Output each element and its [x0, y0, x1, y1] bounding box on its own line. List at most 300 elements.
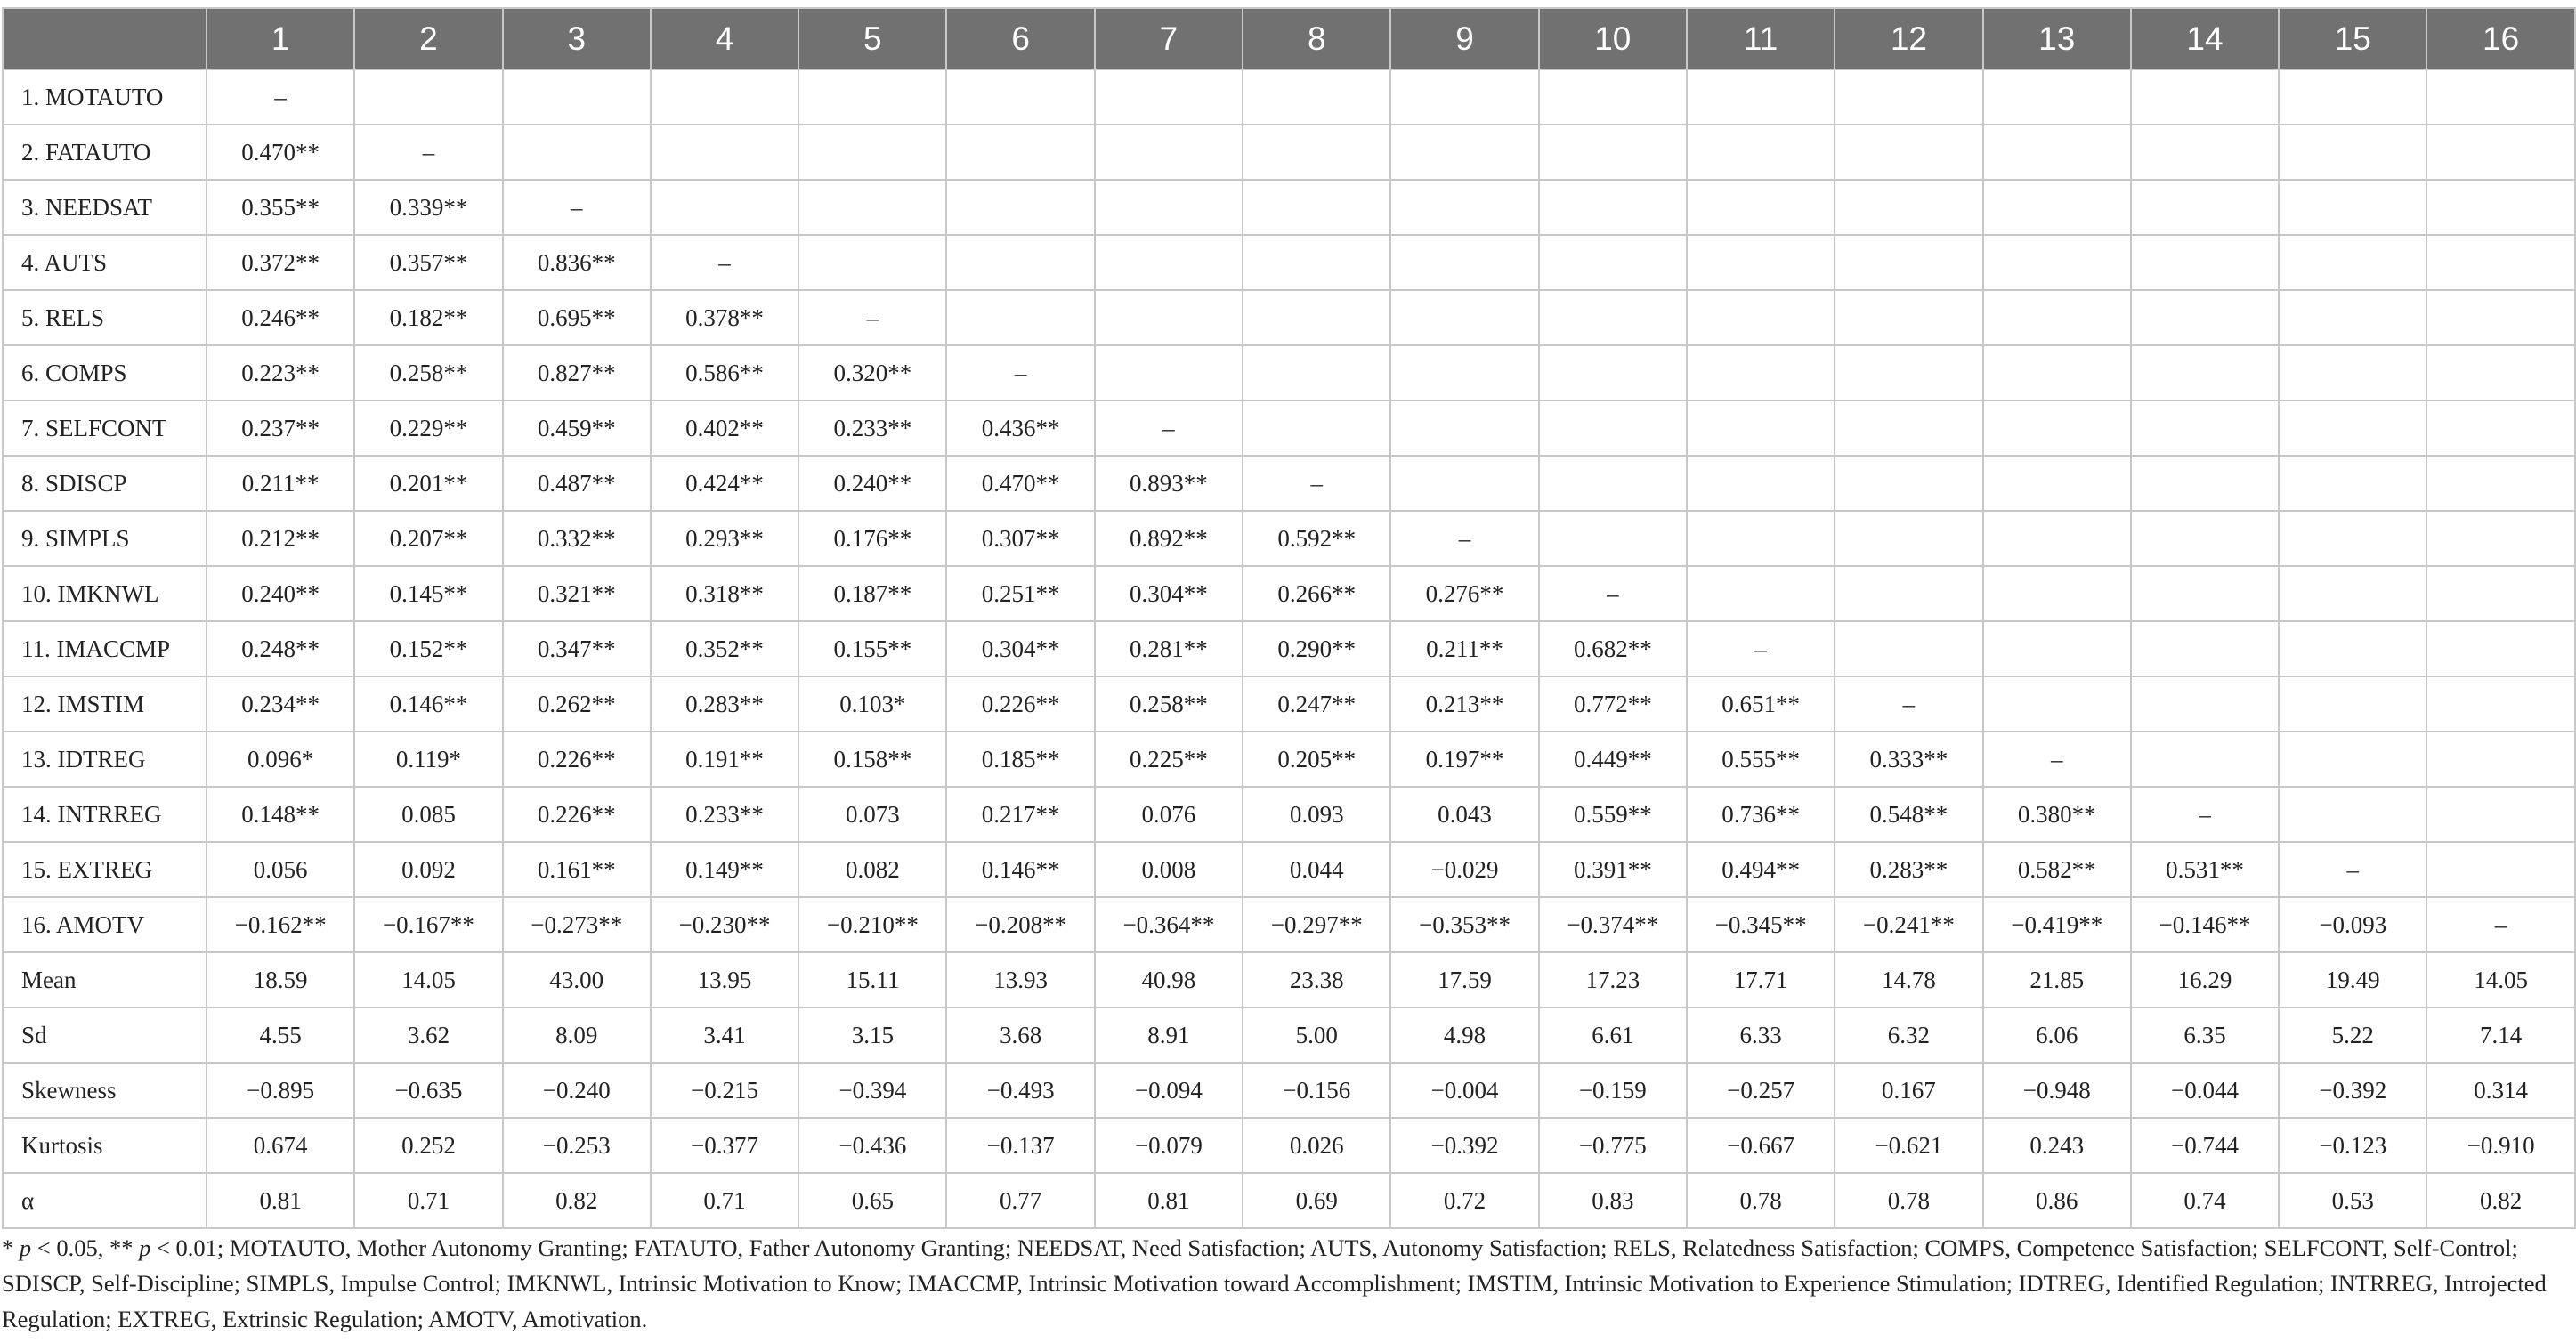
table-cell: 0.226**: [503, 732, 651, 787]
table-cell: −0.273**: [503, 897, 651, 952]
column-header-15: 15: [2279, 8, 2426, 69]
table-cell: 14.05: [2426, 952, 2574, 1007]
table-cell: [1390, 456, 1538, 511]
table-cell: 4.55: [207, 1007, 354, 1063]
table-row: [3, 566, 2575, 621]
table-cell: 5.00: [1243, 1007, 1390, 1063]
table-cell: [1835, 400, 1982, 456]
table-cell: 0.187**: [798, 566, 946, 621]
table-cell: [2131, 511, 2279, 566]
table-cell: 0.83: [1539, 1173, 1687, 1228]
table-cell: 0.251**: [946, 566, 1094, 621]
table-cell: [2426, 676, 2574, 732]
table-cell: 0.276**: [1390, 566, 1538, 621]
table-cell: [1835, 180, 1982, 235]
table-footnote: [2, 1230, 2565, 1337]
column-header-3: 3: [503, 8, 651, 69]
table-cell: [946, 290, 1094, 345]
table-header: [3, 8, 2575, 69]
table-cell: [1243, 400, 1390, 456]
table-cell: [1983, 290, 2131, 345]
table-cell: [1835, 456, 1982, 511]
table-cell: 18.59: [207, 952, 354, 1007]
table-cell: 0.223**: [207, 345, 354, 400]
row-label: α: [3, 1173, 207, 1228]
table-cell: 0.043: [1390, 787, 1538, 842]
table-cell: 0.380**: [1983, 787, 2131, 842]
table-cell: [503, 125, 651, 180]
table-cell: −0.093: [2279, 897, 2426, 952]
table-cell: −0.297**: [1243, 897, 1390, 952]
table-cell: 0.148**: [207, 787, 354, 842]
header-corner-cell: [3, 8, 207, 69]
table-cell: [1687, 456, 1835, 511]
column-header-6: 6: [946, 8, 1094, 69]
table-cell: 0.281**: [1095, 621, 1243, 676]
table-cell: [2131, 566, 2279, 621]
table-cell: 0.314: [2426, 1063, 2574, 1118]
column-header-12: 12: [1835, 8, 1982, 69]
table-cell: −0.240: [503, 1063, 651, 1118]
column-header-2: 2: [354, 8, 502, 69]
table-cell: [2426, 566, 2574, 621]
table-cell: −0.253: [503, 1118, 651, 1173]
correlation-table: [2, 7, 2576, 1229]
table-cell: −0.744: [2131, 1118, 2279, 1173]
table-cell: −0.044: [2131, 1063, 2279, 1118]
row-label: 8. SDISCP: [3, 456, 207, 511]
table-cell: 0.191**: [651, 732, 798, 787]
table-cell: 0.152**: [354, 621, 502, 676]
table-row: [3, 787, 2575, 842]
table-cell: 0.266**: [1243, 566, 1390, 621]
table-cell: [1243, 125, 1390, 180]
table-cell: 0.69: [1243, 1173, 1390, 1228]
table-cell: 0.582**: [1983, 842, 2131, 897]
table-cell: 0.149**: [651, 842, 798, 897]
table-cell: [1390, 125, 1538, 180]
table-cell: −0.392: [2279, 1063, 2426, 1118]
table-cell: 0.494**: [1687, 842, 1835, 897]
table-cell: –: [1835, 676, 1982, 732]
table-cell: [1983, 180, 2131, 235]
column-header-13: 13: [1983, 8, 2131, 69]
table-cell: [1243, 235, 1390, 290]
table-cell: [1983, 621, 2131, 676]
table-cell: 0.096*: [207, 732, 354, 787]
table-cell: 0.531**: [2131, 842, 2279, 897]
table-cell: [1983, 566, 2131, 621]
table-cell: 0.092: [354, 842, 502, 897]
table-cell: 0.146**: [354, 676, 502, 732]
table-cell: [1983, 235, 2131, 290]
table-cell: −0.392: [1390, 1118, 1538, 1173]
table-cell: 0.145**: [354, 566, 502, 621]
column-header-10: 10: [1539, 8, 1687, 69]
table-cell: 0.243: [1983, 1118, 2131, 1173]
table-row: [3, 621, 2575, 676]
table-cell: −0.635: [354, 1063, 502, 1118]
table-cell: −0.910: [2426, 1118, 2574, 1173]
table-cell: [2279, 345, 2426, 400]
table-cell: 0.82: [503, 1173, 651, 1228]
table-cell: −0.493: [946, 1063, 1094, 1118]
table-cell: [1390, 400, 1538, 456]
table-cell: [1390, 290, 1538, 345]
table-cell: [2279, 69, 2426, 125]
table-cell: 43.00: [503, 952, 651, 1007]
table-cell: 0.082: [798, 842, 946, 897]
table-row: [3, 69, 2575, 125]
table-cell: [2426, 235, 2574, 290]
table-cell: [798, 235, 946, 290]
table-cell: [651, 125, 798, 180]
table-cell: 0.321**: [503, 566, 651, 621]
row-label: Skewness: [3, 1063, 207, 1118]
table-cell: [2131, 732, 2279, 787]
table-cell: [2426, 125, 2574, 180]
row-label: 16. AMOTV: [3, 897, 207, 952]
table-cell: 0.487**: [503, 456, 651, 511]
table-cell: −0.156: [1243, 1063, 1390, 1118]
table-cell: –: [503, 180, 651, 235]
table-cell: 0.459**: [503, 400, 651, 456]
table-cell: 0.283**: [651, 676, 798, 732]
row-label: 5. RELS: [3, 290, 207, 345]
table-cell: [1095, 69, 1243, 125]
table-cell: –: [1243, 456, 1390, 511]
footnote-threshold-05: < 0.05,: [31, 1234, 109, 1261]
row-label: 10. IMKNWL: [3, 566, 207, 621]
table-cell: 0.333**: [1835, 732, 1982, 787]
table-cell: [1390, 345, 1538, 400]
table-cell: [1983, 456, 2131, 511]
table-cell: 0.436**: [946, 400, 1094, 456]
table-cell: [2131, 290, 2279, 345]
table-cell: [2279, 732, 2426, 787]
table-cell: −0.394: [798, 1063, 946, 1118]
row-label: 12. IMSTIM: [3, 676, 207, 732]
table-cell: [1539, 69, 1687, 125]
table-cell: −0.895: [207, 1063, 354, 1118]
table-cell: 0.65: [798, 1173, 946, 1228]
table-cell: 0.71: [354, 1173, 502, 1228]
table-cell: 0.555**: [1687, 732, 1835, 787]
table-cell: [1835, 125, 1982, 180]
table-cell: [2279, 511, 2426, 566]
table-cell: −0.159: [1539, 1063, 1687, 1118]
table-row: [3, 952, 2575, 1007]
table-cell: 0.213**: [1390, 676, 1538, 732]
table-cell: 0.290**: [1243, 621, 1390, 676]
table-cell: [946, 180, 1094, 235]
column-header-9: 9: [1390, 8, 1538, 69]
row-label: 6. COMPS: [3, 345, 207, 400]
table-cell: −0.029: [1390, 842, 1538, 897]
table-cell: 0.307**: [946, 511, 1094, 566]
table-cell: 0.836**: [503, 235, 651, 290]
table-cell: 6.35: [2131, 1007, 2279, 1063]
table-cell: 0.217**: [946, 787, 1094, 842]
table-cell: [2131, 69, 2279, 125]
table-row: [3, 180, 2575, 235]
table-cell: 0.81: [1095, 1173, 1243, 1228]
table-cell: 0.82: [2426, 1173, 2574, 1228]
table-body: [3, 69, 2575, 1228]
table-cell: [1983, 69, 2131, 125]
table-cell: [1390, 235, 1538, 290]
row-label: 13. IDTREG: [3, 732, 207, 787]
table-cell: 14.05: [354, 952, 502, 1007]
table-cell: [2279, 456, 2426, 511]
table-cell: 0.339**: [354, 180, 502, 235]
table-cell: –: [2426, 897, 2574, 952]
table-cell: [2426, 456, 2574, 511]
table-cell: [798, 180, 946, 235]
table-cell: [1095, 290, 1243, 345]
table-cell: [1687, 125, 1835, 180]
table-cell: [946, 69, 1094, 125]
table-cell: −0.621: [1835, 1118, 1982, 1173]
footnote-abbreviations-1: MOTAUTO, Mother Autonomy Granting; FATAUTO, Father Autonomy Granting; NEEDSAT, Need Satisfaction; AUTS, Autonomy Satisfaction; RELS, Relatedness Satisfaction; COMPS, Competence Satisfaction; SELFCONT, Self-Control;: [229, 1234, 2518, 1261]
table-cell: [946, 125, 1094, 180]
table-cell: [1687, 290, 1835, 345]
table-cell: 0.86: [1983, 1173, 2131, 1228]
table-cell: –: [798, 290, 946, 345]
table-cell: 0.026: [1243, 1118, 1390, 1173]
table-cell: 0.008: [1095, 842, 1243, 897]
table-row: [3, 1173, 2575, 1228]
table-cell: [1539, 235, 1687, 290]
table-cell: [503, 69, 651, 125]
row-label: 7. SELFCONT: [3, 400, 207, 456]
table-cell: 0.449**: [1539, 732, 1687, 787]
table-cell: 0.085: [354, 787, 502, 842]
table-cell: [1539, 180, 1687, 235]
table-cell: −0.948: [1983, 1063, 2131, 1118]
table-cell: 0.146**: [946, 842, 1094, 897]
table-cell: 0.548**: [1835, 787, 1982, 842]
table-cell: 40.98: [1095, 952, 1243, 1007]
table-cell: 0.211**: [207, 456, 354, 511]
table-cell: [2131, 621, 2279, 676]
table-row: [3, 511, 2575, 566]
table-cell: 0.233**: [798, 400, 946, 456]
table-cell: [2279, 290, 2426, 345]
table-cell: 0.332**: [503, 511, 651, 566]
table-cell: 0.318**: [651, 566, 798, 621]
table-cell: [1539, 400, 1687, 456]
table-cell: −0.123: [2279, 1118, 2426, 1173]
table-cell: 0.240**: [798, 456, 946, 511]
column-header-4: 4: [651, 8, 798, 69]
table-row: [3, 345, 2575, 400]
table-cell: [1687, 180, 1835, 235]
table-cell: 0.81: [207, 1173, 354, 1228]
table-cell: 0.72: [1390, 1173, 1538, 1228]
table-cell: [2426, 180, 2574, 235]
table-row: [3, 400, 2575, 456]
table-cell: 5.22: [2279, 1007, 2426, 1063]
table-cell: −0.004: [1390, 1063, 1538, 1118]
table-row: [3, 456, 2575, 511]
table-cell: −0.162**: [207, 897, 354, 952]
table-row: [3, 676, 2575, 732]
column-header-8: 8: [1243, 8, 1390, 69]
table-cell: 0.391**: [1539, 842, 1687, 897]
table-cell: [946, 235, 1094, 290]
table-cell: [1539, 511, 1687, 566]
table-cell: 0.352**: [651, 621, 798, 676]
table-cell: 6.61: [1539, 1007, 1687, 1063]
row-label: 15. EXTREG: [3, 842, 207, 897]
table-cell: 0.71: [651, 1173, 798, 1228]
table-cell: [2426, 732, 2574, 787]
table-cell: 0.240**: [207, 566, 354, 621]
table-cell: 0.258**: [354, 345, 502, 400]
column-header-7: 7: [1095, 8, 1243, 69]
table-cell: 0.226**: [503, 787, 651, 842]
table-cell: 0.197**: [1390, 732, 1538, 787]
table-cell: [1835, 566, 1982, 621]
table-cell: −0.377: [651, 1118, 798, 1173]
table-cell: 0.424**: [651, 456, 798, 511]
table-cell: 0.736**: [1687, 787, 1835, 842]
table-cell: [1243, 69, 1390, 125]
table-cell: [1687, 400, 1835, 456]
footnote-p-label: p: [19, 1234, 32, 1261]
table-cell: 21.85: [1983, 952, 2131, 1007]
table-cell: −0.210**: [798, 897, 946, 952]
table-row: [3, 290, 2575, 345]
table-cell: −0.419**: [1983, 897, 2131, 952]
table-cell: [1687, 345, 1835, 400]
table-cell: [2426, 290, 2574, 345]
table-cell: [1835, 345, 1982, 400]
table-cell: [1539, 345, 1687, 400]
table-cell: 0.252: [354, 1118, 502, 1173]
table-cell: –: [2279, 842, 2426, 897]
table-cell: [2426, 69, 2574, 125]
table-cell: [1539, 125, 1687, 180]
footnote-threshold-01: < 0.01;: [150, 1234, 230, 1261]
table-row: [3, 732, 2575, 787]
table-cell: [1983, 125, 2131, 180]
table-cell: [2426, 842, 2574, 897]
table-cell: 3.68: [946, 1007, 1094, 1063]
table-cell: [2279, 676, 2426, 732]
column-header-14: 14: [2131, 8, 2279, 69]
table-cell: 0.893**: [1095, 456, 1243, 511]
table-cell: 14.78: [1835, 952, 1982, 1007]
table-cell: [798, 69, 946, 125]
table-cell: [1390, 180, 1538, 235]
table-cell: [2279, 621, 2426, 676]
table-cell: [2426, 621, 2574, 676]
table-cell: [1539, 290, 1687, 345]
table-cell: [2279, 235, 2426, 290]
table-cell: –: [1390, 511, 1538, 566]
table-cell: 0.53: [2279, 1173, 2426, 1228]
table-cell: 4.98: [1390, 1007, 1538, 1063]
table-cell: 0.167: [1835, 1063, 1982, 1118]
table-cell: −0.241**: [1835, 897, 1982, 952]
table-cell: 0.155**: [798, 621, 946, 676]
table-cell: 0.592**: [1243, 511, 1390, 566]
table-row: [3, 1007, 2575, 1063]
table-cell: [1983, 400, 2131, 456]
table-cell: 16.29: [2131, 952, 2279, 1007]
table-cell: 3.41: [651, 1007, 798, 1063]
table-cell: 0.185**: [946, 732, 1094, 787]
table-row: [3, 235, 2575, 290]
table-cell: 0.158**: [798, 732, 946, 787]
table-cell: 0.347**: [503, 621, 651, 676]
table-cell: 0.77: [946, 1173, 1094, 1228]
table-cell: [1095, 345, 1243, 400]
table-cell: 0.827**: [503, 345, 651, 400]
row-label: Kurtosis: [3, 1118, 207, 1173]
table-cell: −0.215: [651, 1063, 798, 1118]
table-cell: 0.226**: [946, 676, 1094, 732]
table-row: [3, 897, 2575, 952]
table-cell: 6.32: [1835, 1007, 1982, 1063]
table-cell: 0.093: [1243, 787, 1390, 842]
table-cell: [1095, 180, 1243, 235]
table-cell: [651, 180, 798, 235]
table-cell: [1687, 69, 1835, 125]
row-label: 1. MOTAUTO: [3, 69, 207, 125]
table-cell: [2426, 787, 2574, 842]
table-cell: [2131, 125, 2279, 180]
table-cell: −0.436: [798, 1118, 946, 1173]
table-cell: 0.044: [1243, 842, 1390, 897]
table-cell: −0.374**: [1539, 897, 1687, 952]
table-cell: 0.225**: [1095, 732, 1243, 787]
table-cell: [1835, 621, 1982, 676]
table-cell: 0.320**: [798, 345, 946, 400]
table-cell: 0.103*: [798, 676, 946, 732]
table-cell: 0.229**: [354, 400, 502, 456]
table-cell: 0.78: [1835, 1173, 1982, 1228]
table-cell: 0.262**: [503, 676, 651, 732]
table-cell: [1243, 345, 1390, 400]
table-cell: 0.246**: [207, 290, 354, 345]
table-cell: [1243, 290, 1390, 345]
table-cell: 0.182**: [354, 290, 502, 345]
table-cell: −0.137: [946, 1118, 1094, 1173]
table-cell: 0.355**: [207, 180, 354, 235]
table-cell: −0.345**: [1687, 897, 1835, 952]
table-cell: −0.667: [1687, 1118, 1835, 1173]
column-header-11: 11: [1687, 8, 1835, 69]
row-label: 14. INTRREG: [3, 787, 207, 842]
table-row: [3, 125, 2575, 180]
table-cell: [1687, 511, 1835, 566]
table-cell: 0.212**: [207, 511, 354, 566]
table-cell: 0.78: [1687, 1173, 1835, 1228]
table-cell: [1390, 69, 1538, 125]
table-cell: [1687, 235, 1835, 290]
table-cell: −0.257: [1687, 1063, 1835, 1118]
table-cell: 0.176**: [798, 511, 946, 566]
table-cell: 0.892**: [1095, 511, 1243, 566]
table-cell: [1835, 235, 1982, 290]
table-cell: 0.74: [2131, 1173, 2279, 1228]
table-cell: 0.211**: [1390, 621, 1538, 676]
table-cell: −0.208**: [946, 897, 1094, 952]
table-cell: –: [354, 125, 502, 180]
